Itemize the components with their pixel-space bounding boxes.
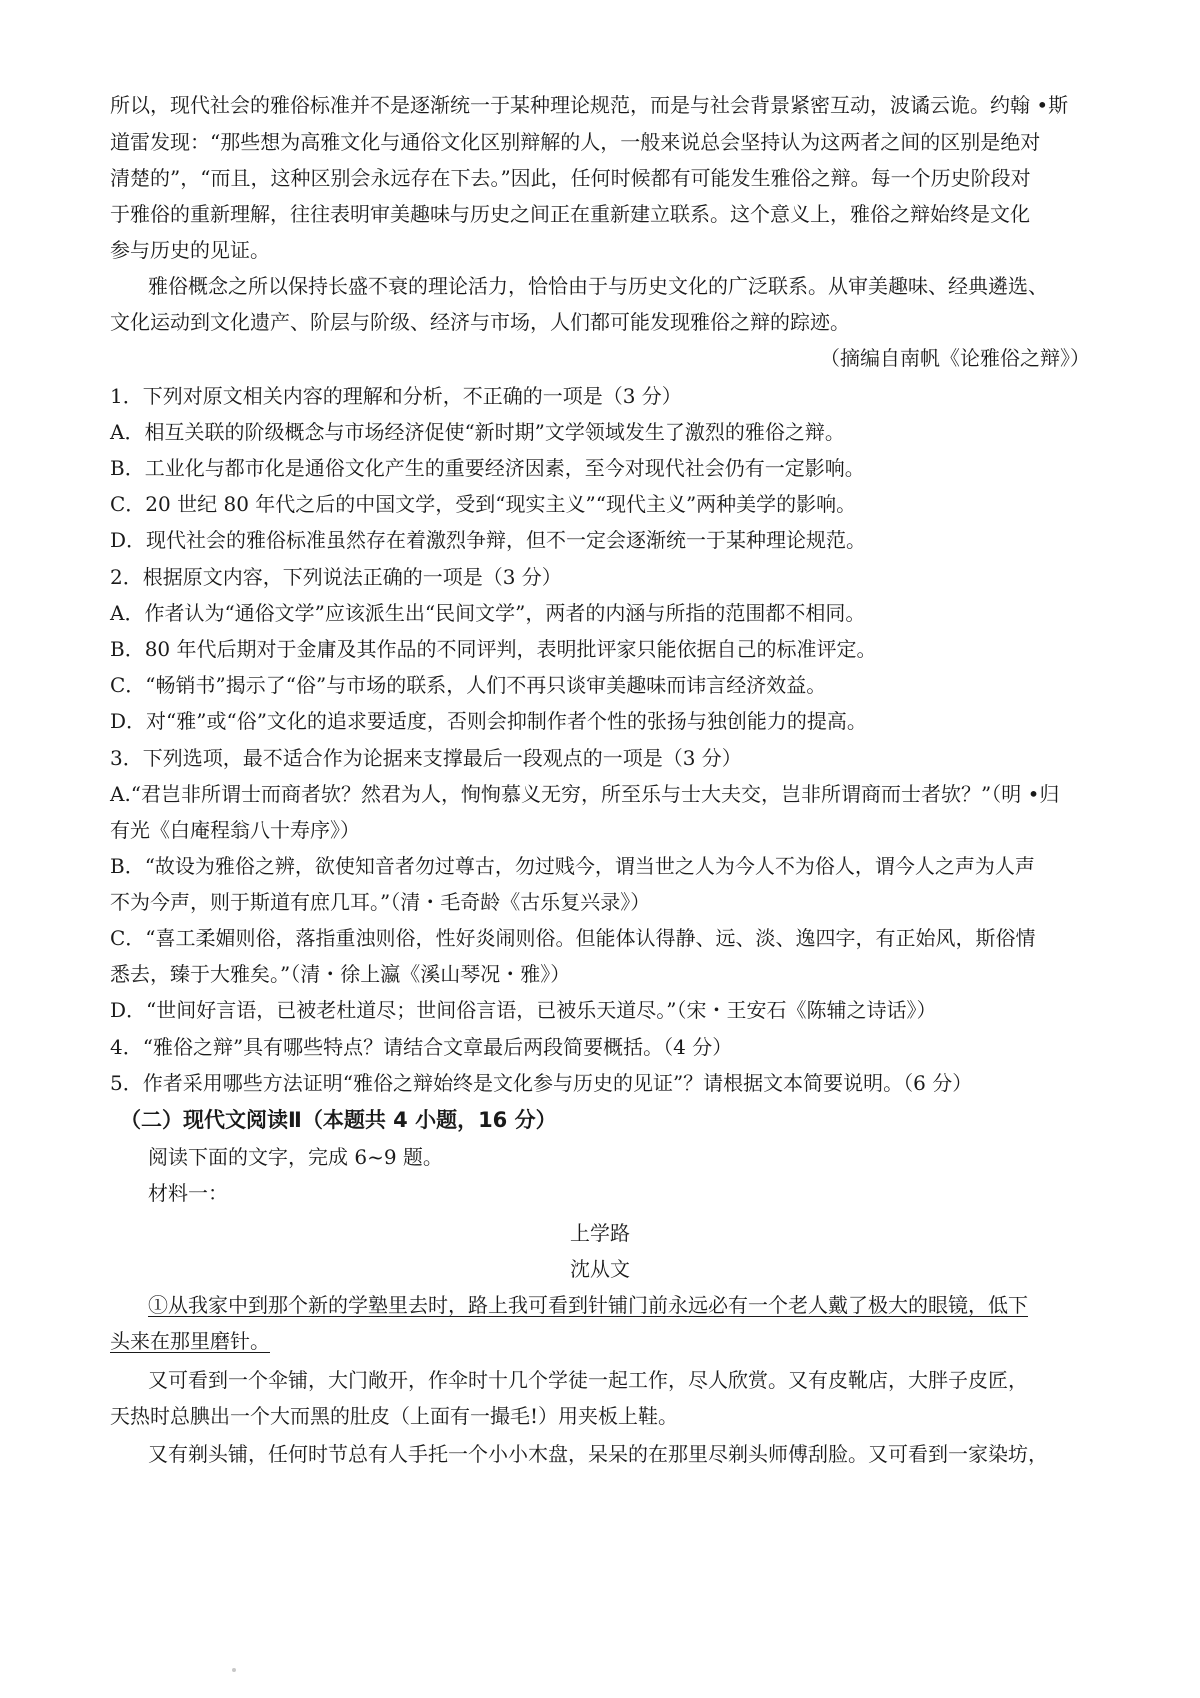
passage-line: 文化运动到文化遗产、阶层与阶级、经济与市场，人们都可能发现雅俗之辩的踪迹。 [110, 310, 850, 334]
option-a: A．作者认为“通俗文学”应该派生出“民间文学”，两者的内涵与所指的范围都不相同。 [110, 601, 866, 625]
paragraph-line: 头来在那里磨针。 [110, 1329, 270, 1353]
section-instruction: 阅读下面的文字，完成 6~9 题。 [148, 1145, 443, 1169]
paragraph-line: 天热时总腆出一个大而黑的肚皮（上面有一撮毛!）用夹板上鞋。 [110, 1404, 679, 1428]
passage-line: 参与历史的见证。 [110, 238, 270, 262]
question-stem: 3．下列选项，最不适合作为论据来支撑最后一段观点的一项是（3 分） [110, 746, 742, 770]
article-title: 上学路 [570, 1221, 630, 1245]
question-stem: 4．“雅俗之辩”具有哪些特点？请结合文章最后两段简要概括。（4 分） [110, 1035, 733, 1059]
option-a: A．相互关联的阶级概念与市场经济促使“新时期”文学领域发生了激烈的雅俗之辩。 [110, 420, 845, 444]
option-a: A.“君岂非所谓士而商者欤？然君为人，恂恂慕义无穷，所至乐与士大夫交，岂非所谓商而士者欤？”（明 •归 [110, 782, 1060, 806]
option-b-cont: 不为今声，则于斯道有庶几耳。”（清・毛奇龄《古乐复兴录》） [110, 890, 651, 914]
source-citation: （摘编自南帆《论雅俗之辩》） [820, 346, 1090, 370]
passage-line: 于雅俗的重新理解，往往表明审美趣味与历史之间正在重新建立联系。这个意义上，雅俗之辩始终是文化 [110, 202, 1030, 226]
option-c: C．20 世纪 80 年代之后的中国文学，受到“现实主义”“现代主义”两种美学的影响。 [110, 492, 857, 516]
question-stem: 2．根据原文内容，下列说法正确的一项是（3 分） [110, 565, 562, 589]
question-stem: 5．作者采用哪些方法证明“雅俗之辩始终是文化参与历史的见证”？请根据文本简要说明。（6 分） [110, 1071, 973, 1095]
passage-line: 清楚的”，“而且，这种区别会永远存在下去。”因此，任何时候都有可能发生雅俗之辩。每一个历史阶段对 [110, 166, 1031, 190]
paragraph-line: ①从我家中到那个新的学塾里去时，路上我可看到针铺门前永远必有一个老人戴了极大的眼镜，低下 [148, 1293, 1028, 1317]
section-heading: （二）现代文阅读Ⅱ（本题共 4 小题，16 分） [120, 1108, 557, 1132]
option-d: D．“世间好言语，已被老杜道尽；世间俗言语，已被乐天道尽。”（宋・王安石《陈辅之诗话》） [110, 998, 937, 1022]
article-author: 沈从文 [570, 1257, 630, 1281]
option-b: B．80 年代后期对于金庸及其作品的不同评判，表明批评家只能依据自己的标准评定。 [110, 637, 877, 661]
passage-line: 雅俗概念之所以保持长盛不衰的理论活力，恰恰由于与历史文化的广泛联系。从审美趣味、经典遴选、 [148, 274, 1048, 298]
paragraph-line: 又有剃头铺，任何时节总有人手托一个小小木盘，呆呆的在那里尽剃头师傅刮脸。又可看到一家染坊， [148, 1442, 1048, 1466]
passage-line: 所以，现代社会的雅俗标准并不是逐渐统一于某种理论规范，而是与社会背景紧密互动，波谲云诡。约翰 •斯 [110, 93, 1069, 117]
option-d: D．现代社会的雅俗标准虽然存在着激烈争辩，但不一定会逐渐统一于某种理论规范。 [110, 528, 867, 552]
footer-dot [232, 1668, 236, 1672]
option-d: D．对“雅”或“俗”文化的追求要适度，否则会抑制作者个性的张扬与独创能力的提高。 [110, 709, 867, 733]
option-c-cont: 悉去，臻于大雅矣。”（清・徐上瀛《溪山琴况・雅》） [110, 962, 571, 986]
passage-line: 道雷发现：“那些想为高雅文化与通俗文化区别辩解的人，一般来说总会坚持认为这两者之间的区别是绝对 [110, 130, 1041, 154]
material-label: 材料一： [148, 1181, 228, 1205]
paragraph-line: 又可看到一个伞铺，大门敞开，作伞时十几个学徒一起工作，尽人欣赏。又有皮靴店，大胖子皮匠， [148, 1368, 1028, 1392]
option-b: B．“故设为雅俗之辨，欲使知音者勿过尊古，勿过贱今，谓当世之人为今人不为俗人，谓今人之声为人声 [110, 854, 1035, 878]
option-a-cont: 有光《白庵程翁八十寿序》） [110, 818, 360, 842]
option-b: B．工业化与都市化是通俗文化产生的重要经济因素，至今对现代社会仍有一定影响。 [110, 456, 865, 480]
option-c: C．“喜工柔媚则俗，落指重浊则俗，性好炎闹则俗。但能体认得静、远、淡、逸四字，有正始风，斯俗情 [110, 926, 1036, 950]
option-c: C．“畅销书”揭示了“俗”与市场的联系，人们不再只谈审美趣味而讳言经济效益。 [110, 673, 827, 697]
question-stem: 1．下列对原文相关内容的理解和分析，不正确的一项是（3 分） [110, 384, 682, 408]
